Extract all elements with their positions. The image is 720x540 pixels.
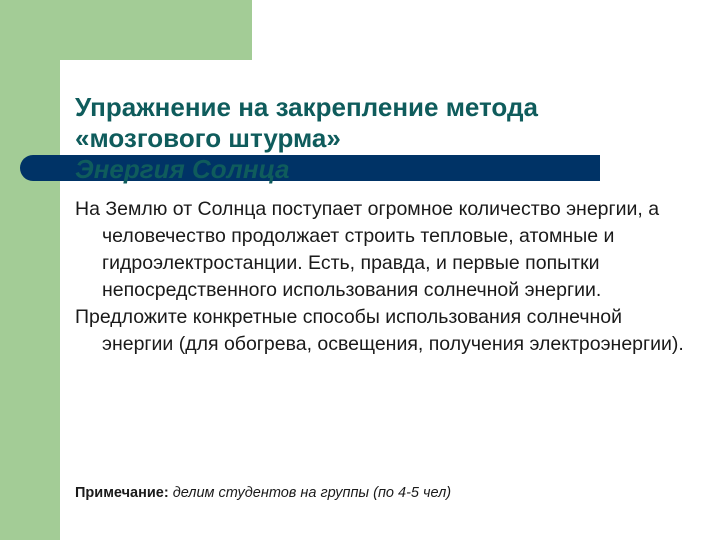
slide-title bbox=[75, 92, 695, 185]
left-green-strip bbox=[0, 0, 60, 540]
slide-note bbox=[75, 483, 695, 503]
paragraph-1: На Землю от Солнца поступает огромное количество энергии, а человечество продолжает строить тепловые, атомные и гидроэлектростанции. Есть, правда, и первые попытки непосредственного использования солнечной энергии. bbox=[75, 198, 660, 301]
slide-body bbox=[75, 196, 685, 358]
note-text: делим студентов на группы (по 4-5 чел) bbox=[172, 485, 452, 501]
title-line-2: «мозгового штурма» bbox=[75, 123, 341, 153]
paragraph-2: Предложите конкретные способы использования солнечной энергии (для обогрева, освещения, получения электроэнергии). bbox=[75, 306, 684, 355]
slide-subtitle: Энергия Солнца bbox=[75, 154, 290, 184]
top-green-block bbox=[0, 0, 252, 60]
title-line-1: Упражнение на закрепление метода bbox=[75, 92, 538, 122]
note-label: Примечание: bbox=[75, 485, 173, 501]
